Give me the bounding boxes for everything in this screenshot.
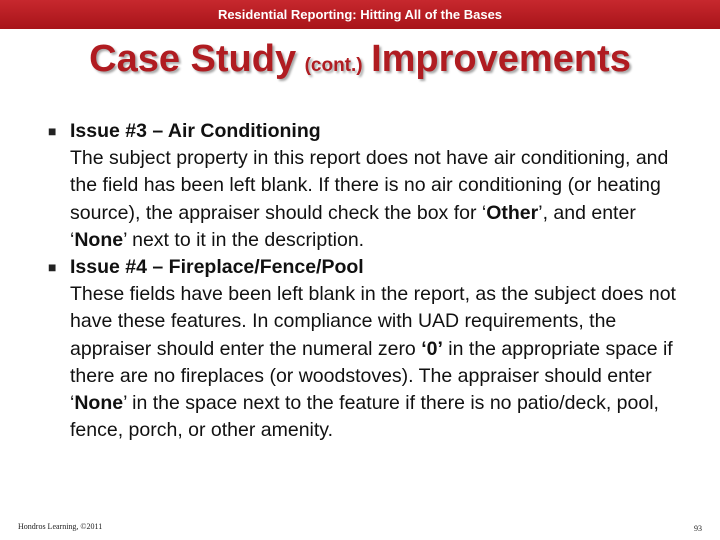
issue4-heading — [48, 254, 688, 281]
issue3-bold-none: None — [74, 228, 124, 251]
square-bullet-icon: ■ — [48, 259, 57, 276]
slide-content — [48, 118, 688, 444]
issue4-text-c: ’ in the space next to the feature if there is no patio/deck, pool, fence, porch, or other amenity. — [70, 392, 659, 442]
issue3-text-c: ’ next to it in the description. — [123, 228, 365, 251]
slide-title — [0, 38, 720, 98]
issue4-text-b: in the appropriate space if there are no fireplaces (or woodstoves). The appraiser should enter ‘ — [70, 337, 673, 415]
title-case-study: Case Study — [89, 38, 297, 80]
footer-copyright: Hondros Learning, ©2011 — [18, 522, 103, 531]
issue4-text-a: These fields have been left blank in the report, as the subject does not have these features. In compliance with UAD requirements, the appraiser should enter the numeral zero — [70, 283, 676, 360]
issue3-text-b: ’, and enter ‘ — [70, 201, 636, 251]
issue4-bold-zero: ‘0’ — [421, 337, 443, 360]
issue3-heading-text: Issue #3 – Air Conditioning — [70, 120, 321, 142]
square-bullet-icon: ■ — [48, 123, 57, 139]
issue4-bold-none: None — [74, 392, 124, 415]
page-number: 93 — [694, 524, 702, 533]
issue3-text-a: The subject property in this report does not have air conditioning, and the field has been left blank. If there is no air conditioning (or heating source), the appraiser should check the box for ‘ — [70, 147, 669, 224]
issue4-paragraph — [48, 281, 688, 444]
title-improvements: Improvements — [371, 38, 631, 80]
header-banner — [0, 0, 720, 29]
issue4-heading-text: Issue #4 – Fireplace/Fence/Pool — [70, 256, 364, 279]
title-cont: (cont.) — [304, 55, 363, 76]
issue3-heading — [48, 118, 688, 145]
banner-text: Residential Reporting: Hitting All of the Bases — [217, 7, 503, 22]
issue3-paragraph — [48, 145, 688, 254]
issue3-bold-other: Other — [486, 201, 539, 224]
